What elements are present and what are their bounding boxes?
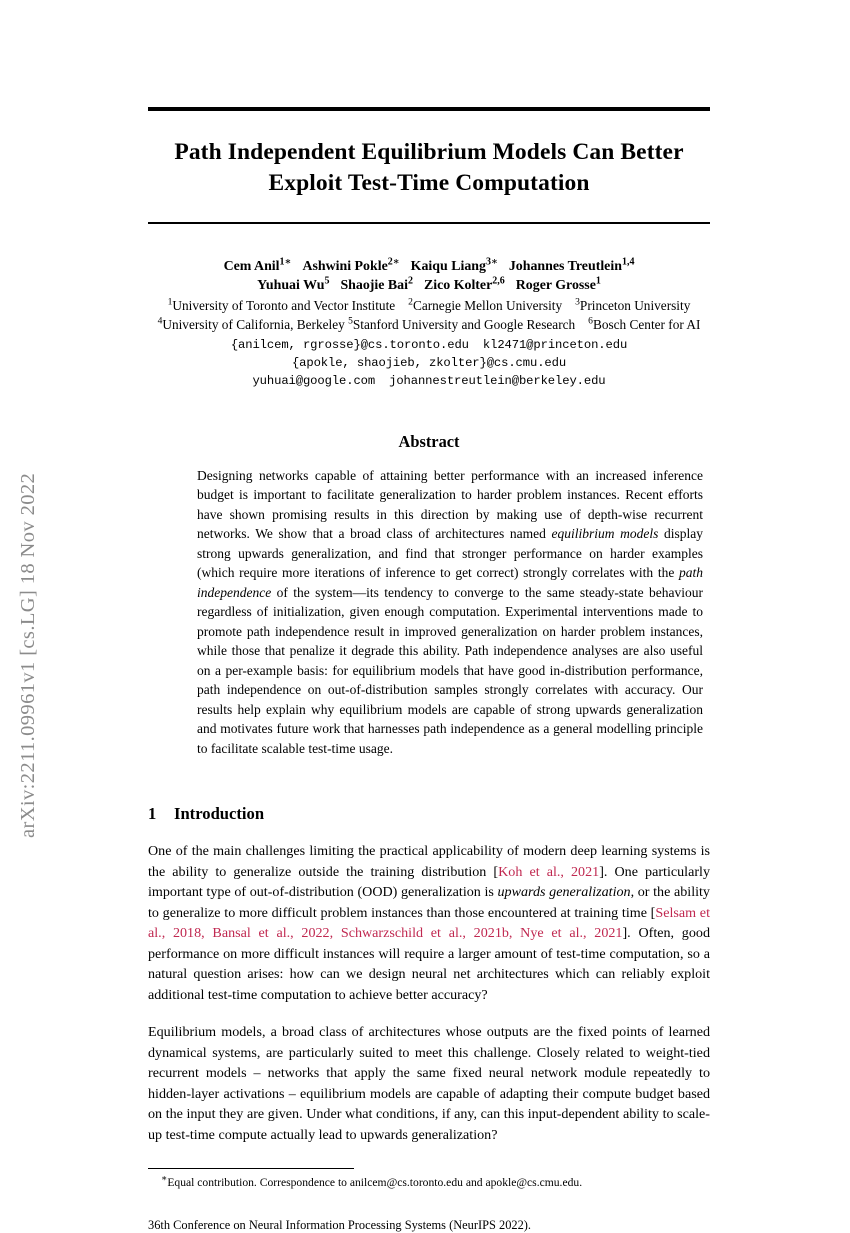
email-row-1: [148, 337, 710, 355]
author-name: Roger Grosse: [515, 278, 596, 294]
abstract-emphasis-equilibrium-models: equilibrium models: [551, 526, 659, 542]
author-name: Kaiqu Liang: [410, 258, 486, 274]
header-rule-thick: [148, 107, 710, 111]
affiliation-name: Princeton University: [579, 297, 691, 313]
abstract-text-part-3: of the system—its tendency to converge to the same steady-state behaviour regardless of initialization, given enough computation. Experimental interventions made to promote path independence result in improved generalization on harder problem instances, while those that penalize it degrade this ability. Path independence analyses are also useful on a per-example basis: for equilibrium models that have good in-distribution performance, path independence on out-of-distribution samples strongly correlates with accuracy. Our results help explain why equilibrium models are capable of strong upwards generalization and motivates future work that harnesses path independence as a general modelling principle to facilitate scalable test-time usage.: [197, 584, 703, 756]
email-address[interactable]: {anilcem, rgrosse}@cs.toronto.edu: [230, 337, 469, 352]
arxiv-stamp: [0, 0, 56, 1100]
abstract-body: [197, 466, 703, 759]
citation-link[interactable]: Koh et al., 2021: [498, 863, 600, 880]
author-row-2: [148, 276, 710, 296]
email-address[interactable]: kl2471@princeton.edu: [482, 337, 628, 352]
affiliation-name: Bosch Center for AI: [592, 317, 701, 333]
title-line-1: Path Independent Equilibrium Models Can Better: [174, 139, 684, 165]
author-affil-marker: 3∗: [485, 255, 498, 267]
affiliation-name: Stanford University and Google Research: [352, 317, 576, 333]
section-title: Introduction: [174, 804, 265, 824]
footnote-text: Equal contribution. Correspondence to anilcem@cs.toronto.edu and apokle@cs.cmu.edu.: [167, 1176, 583, 1190]
title-rule-thin: [148, 222, 710, 224]
affiliation-row-2: [148, 315, 710, 334]
intro-paragraph-1: [148, 841, 710, 1005]
author-name: Ashwini Pokle: [302, 258, 388, 274]
footnote-marker: ∗: [161, 1174, 168, 1185]
footnote-separator: [148, 1168, 354, 1169]
affiliation-name: Carnegie Mellon University: [412, 297, 563, 313]
author-row-1: [148, 257, 710, 277]
email-address[interactable]: {apokle, shaojieb, zkolter}@cs.cmu.edu: [291, 355, 567, 370]
affiliation-marker: 3: [575, 296, 580, 308]
author-name: Johannes Treutlein: [508, 258, 622, 274]
affiliation-marker: 4: [157, 315, 163, 327]
title-line-2: Exploit Test-Time Computation: [268, 170, 590, 197]
author-affil-marker: 1,4: [621, 255, 635, 267]
paragraph-text: ]. One particularly important type of out-of-distribution (OOD) generalization is: [148, 863, 711, 901]
affiliation-marker: 1: [167, 296, 173, 308]
author-name: Cem Anil: [223, 258, 280, 274]
author-block: [148, 257, 710, 391]
intro-paragraph-2: Equilibrium models, a broad class of architectures whose outputs are the fixed points of learned dynamical systems, are particularly suited to meet this challenge. Closely related to weight-tied recurrent models – networks that apply the same fixed neural network module repeatedly to hidden-layer activations – equilibrium models are capable of adapting their compute budget based on the input they are given. Under what conditions, if any, can this input-dependent ability to scale-up test-time compute actually lead to upwards generalization?: [148, 1024, 710, 1143]
author-affil-marker: 2: [407, 275, 413, 287]
abstract-emphasis-path-independence: path independence: [197, 565, 703, 600]
venue-line: 36th Conference on Neural Information Processing Systems (NeurIPS 2022).: [148, 1218, 532, 1233]
author-affil-marker: 2,6: [492, 275, 505, 287]
affiliation-name: University of California, Berkeley: [162, 317, 345, 333]
page-title: [148, 137, 710, 200]
footnote: [148, 1175, 710, 1191]
emphasis-upwards-generalization: upwards generalization: [497, 884, 631, 901]
paragraph-text: ]. Often, good performance on more difficult instances will require a larger amount of test-time computation, so a natural question arises: how can we design neural net architectures which can reliably exploit additional test-time computation to achieve better accuracy?: [148, 925, 710, 1003]
author-name: Shaojie Bai: [340, 278, 408, 294]
email-address[interactable]: johannestreutlein@berkeley.edu: [389, 373, 606, 388]
citation-link[interactable]: Selsam et al., 2018, Bansal et al., 2022, Schwarzschild et al., 2021b, Nye et al., 2021: [148, 904, 710, 942]
abstract-text-part-2: display strong upwards generalization, and find that stronger performance on harder examples (which require more iterations of inference to get correct) strongly correlates with the: [197, 526, 703, 581]
affiliation-marker: 6: [588, 315, 593, 327]
author-name: Yuhuai Wu: [257, 278, 325, 294]
author-affil-marker: 1∗: [279, 255, 292, 267]
author-affil-marker: 2∗: [387, 255, 400, 267]
abstract-text-part-1: Designing networks capable of attaining better performance with an increased inference budget is important to facilitate generalization to harder problem instances. Recent efforts have shown promising results in this direction by making use of depth-wise recurrent networks. We show that a broad class of architectures named: [197, 467, 703, 542]
affiliation-marker: 5: [348, 315, 353, 327]
affiliation-marker: 2: [408, 296, 413, 308]
email-block: [148, 337, 710, 391]
paragraph-text: One of the main challenges limiting the practical applicability of modern deep learning systems is the ability to generalize outside the training distribution [: [148, 843, 710, 880]
email-address[interactable]: yuhuai@google.com: [252, 373, 376, 388]
email-row-2: [148, 355, 710, 373]
affiliation-name: University of Toronto and Vector Institute: [172, 297, 396, 313]
section-number: 1: [148, 804, 157, 824]
arxiv-stamp-text: arXiv:2211.09961v1 [cs.LG] 18 Nov 2022: [16, 472, 39, 838]
paragraph-text: , or the ability to generalize to more difficult problem instances than those encountered at training time [: [148, 884, 710, 921]
author-name: Zico Kolter: [423, 278, 493, 294]
affiliation-row-1: [148, 296, 710, 315]
abstract-heading: Abstract: [398, 431, 460, 451]
paper-page: [148, 0, 711, 1233]
section-heading-introduction: [148, 804, 710, 824]
author-affil-marker: 1: [595, 275, 601, 287]
author-affil-marker: 5: [324, 275, 330, 287]
email-row-3: [148, 373, 710, 391]
